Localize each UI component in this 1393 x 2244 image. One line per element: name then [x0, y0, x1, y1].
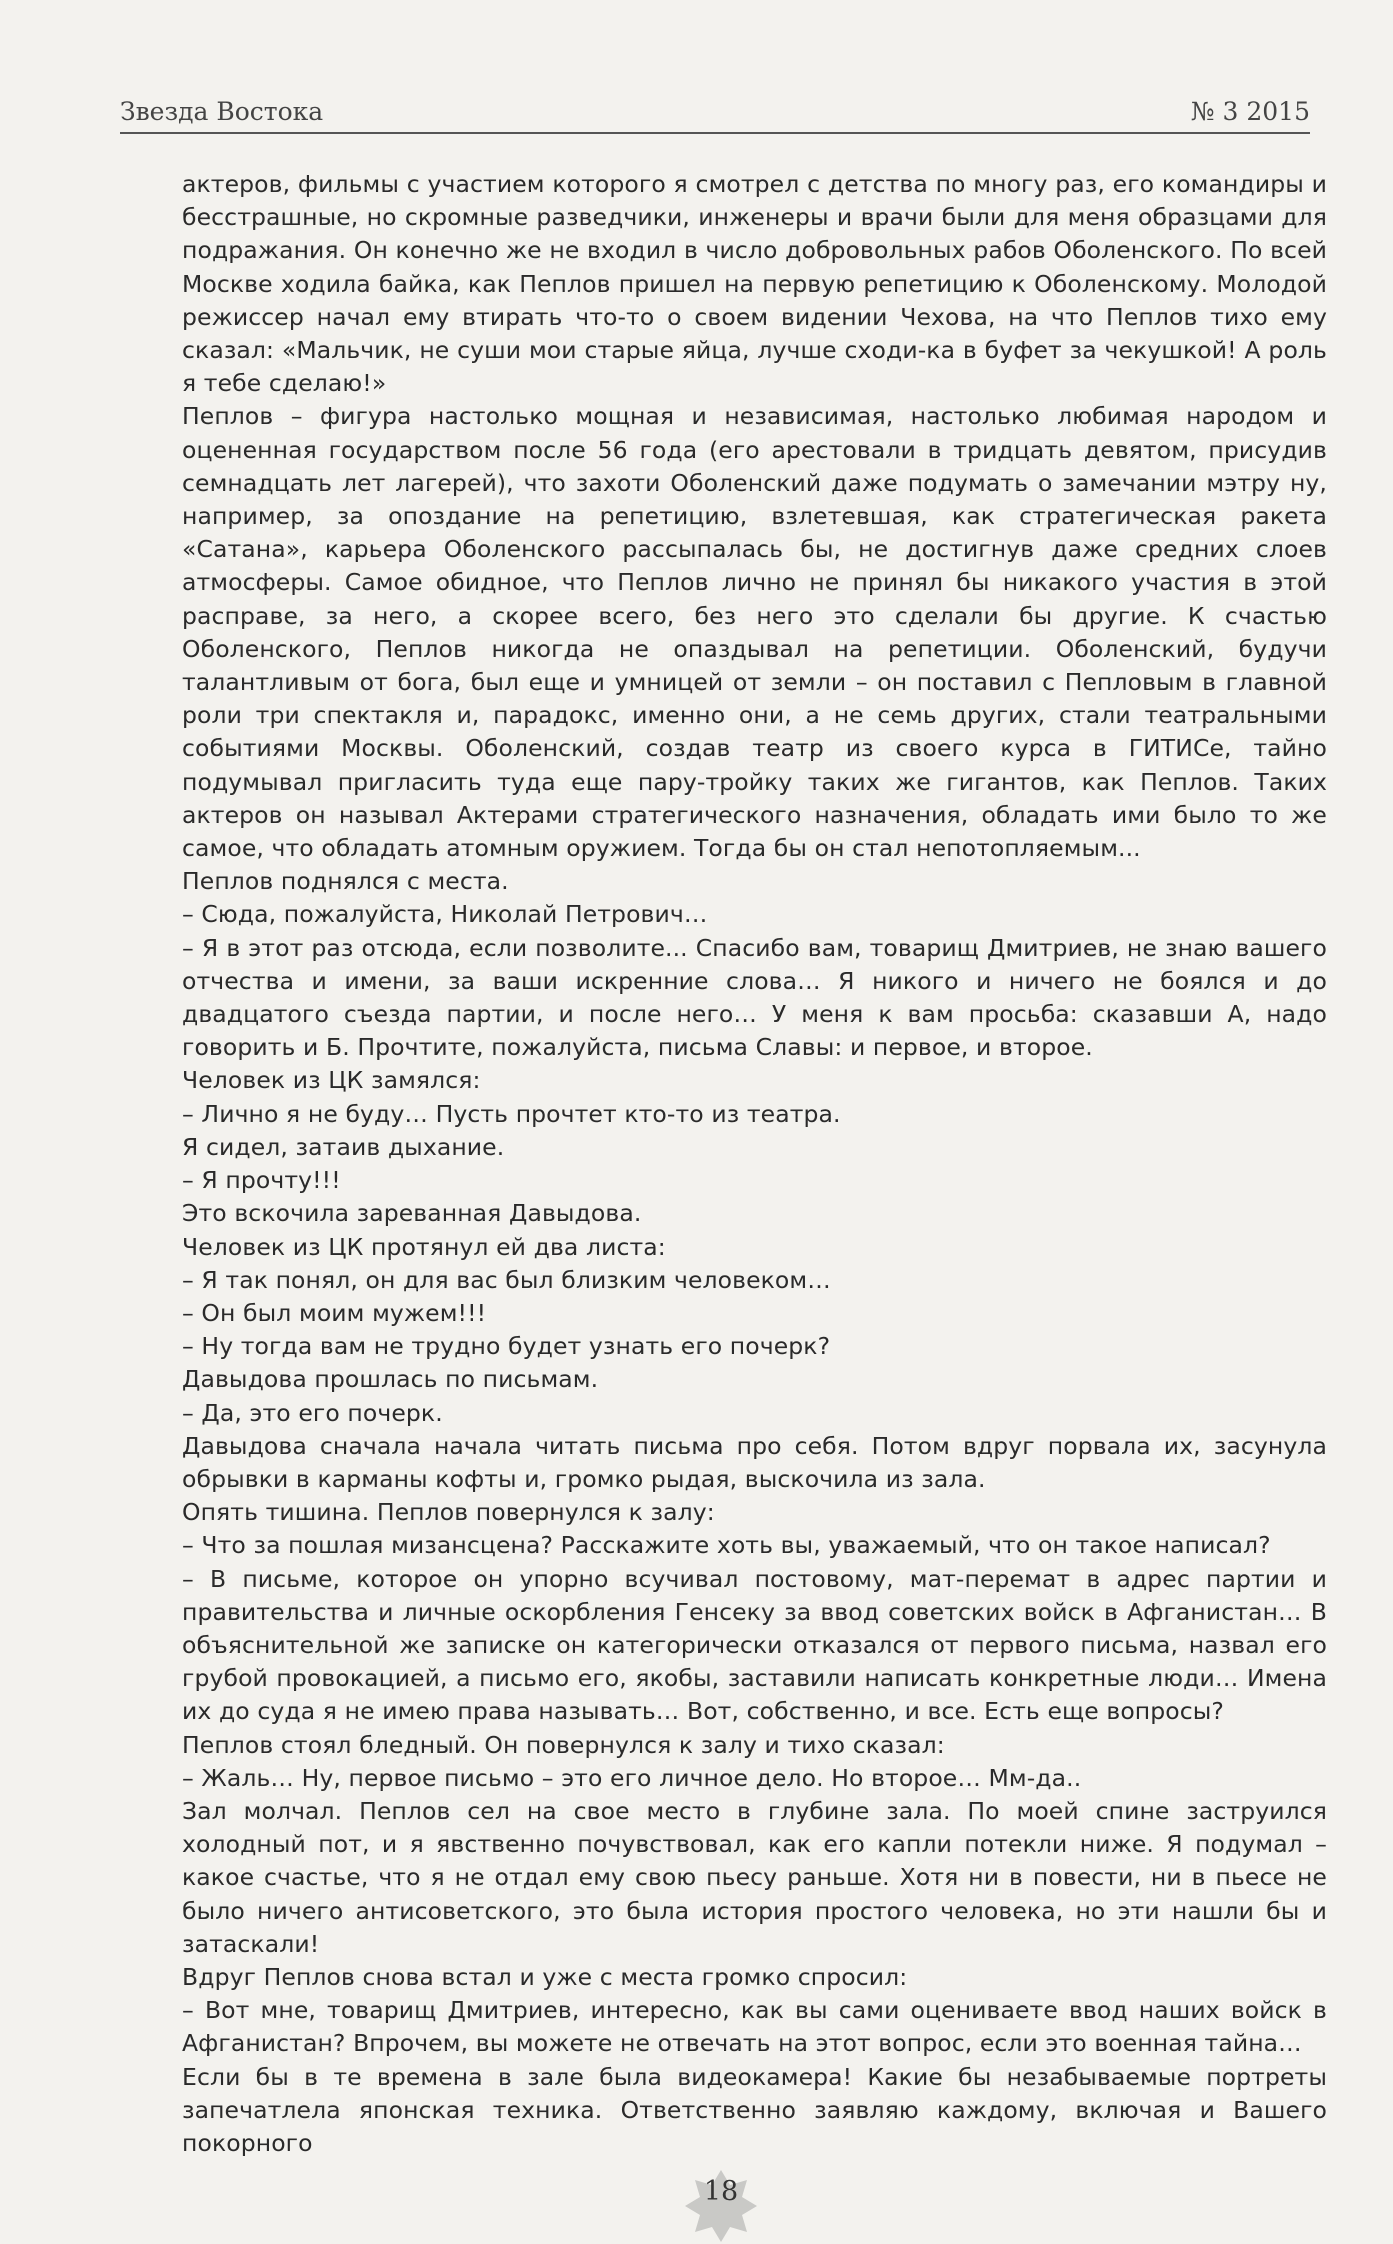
paragraph: Если бы в те времена в зале была видеокамера! Какие бы незабываемые портреты запечатлела японская техника. Ответственно заявляю каждому, включая и Вашего покорного [182, 2062, 1327, 2157]
paragraph: Опять тишина. Пеплов повернулся к залу: [182, 1498, 715, 1527]
paragraph: – Лично я не буду… Пусть прочтет кто-то из театра. [182, 1099, 841, 1128]
issue-number: № 3 2015 [1190, 97, 1310, 126]
paragraph: – Я так понял, он для вас был близким человеком… [182, 1265, 831, 1294]
paragraph: – Ну тогда вам не трудно будет узнать его почерк? [182, 1332, 831, 1361]
paragraph: Давыдова прошлась по письмам. [182, 1365, 599, 1394]
paragraph: – Что за пошлая мизансцена? Расскажите хоть вы, уважаемый, что он такое написал? [182, 1531, 1271, 1560]
paragraph: Я сидел, затаив дыхание. [182, 1132, 505, 1161]
paragraph: – Я в этот раз отсюда, если позволите... Спасибо вам, товарищ Дмитриев, не знаю вашего отчества и имени, за ваши искренние слова… Я никого и ничего не боялся и до двадцатого съезда партии, и после него… У меня к вам просьба: сказавши А, надо говорить и Б. Прочтите, пожалуйста, письма Славы: и первое, и второе. [182, 933, 1327, 1062]
running-header [120, 92, 1310, 134]
paragraph: Человек из ЦК замялся: [182, 1066, 481, 1095]
paragraph: Вдруг Пеплов снова встал и уже с места громко спросил: [182, 1962, 908, 1991]
paragraph: – Я прочту!!! [182, 1166, 341, 1195]
paragraph: Пеплов стоял бледный. Он повернулся к залу и тихо сказал: [182, 1730, 945, 1759]
body-text [182, 168, 1327, 2160]
page-number: 18 [703, 2176, 739, 2207]
paragraph: – В письме, которое он упорно всучивал постовому, мат-перемат в адрес партии и правительства и личные оскорбления Генсеку за ввод советских войск в Афганистан… В объяснительной же записке он категорически отказался от первого письма, назвал его грубой провокацией, а письмо его, якобы, заставили написать конкретные люди… Имена их до суда я не имею права называть… Вот, собственно, и все. Есть еще вопросы? [182, 1564, 1327, 1726]
paragraph: – Жаль… Ну, первое письмо – это его личное дело. Но второе… Мм-да.. [182, 1763, 1082, 1792]
paragraph: – Он был моим мужем!!! [182, 1298, 487, 1327]
paragraph: Это вскочила зареванная Давыдова. [182, 1199, 642, 1228]
paragraph: Пеплов поднялся с места. [182, 867, 509, 896]
paragraph: Зал молчал. Пеплов сел на свое место в глубине зала. По моей спине заструился холодный пот, и я явственно почувствовал, как его капли потекли ниже. Я подумал – какое счастье, что я не отдал ему свою пьесу раньше. Хотя ни в повести, ни в пьесе не было ничего антисоветского, это была история простого человека, но эти нашли бы и затаскали! [182, 1796, 1327, 1958]
paragraph: актеров, фильмы с участием которого я смотрел с детства по многу раз, его командиры и бесстрашные, но скромные разведчики, инженеры и врачи были для меня образцами для подражания. Он конечно же не входил в число добровольных рабов Оболенского. По всей Москве ходила байка, как Пеплов пришел на первую репетицию к Оболенскому. Молодой режиссер начал ему втирать что-то о своем видении Чехова, на что Пеплов тихо ему сказал: «Мальчик, не суши мои старые яйца, лучше сходи-ка в буфет за чекушкой! А роль я тебе сделаю!» [182, 170, 1327, 398]
page-number-badge [683, 2168, 759, 2218]
paragraph: Человек из ЦК протянул ей два листа: [182, 1232, 666, 1261]
paragraph: Давыдова сначала начала читать письма про себя. Потом вдруг порвала их, засунула обрывки в карманы кофты и, громко рыдая, выскочила из зала. [182, 1431, 1327, 1493]
magazine-title: Звезда Востока [120, 97, 324, 126]
paragraph: – Сюда, пожалуйста, Николай Петрович… [182, 900, 708, 929]
paragraph: – Да, это его почерк. [182, 1398, 443, 1427]
paragraph: – Вот мне, товарищ Дмитриев, интересно, как вы сами оцениваете ввод наших войск в Афганистан? Впрочем, вы можете не отвечать на этот вопрос, если это военная тайна… [182, 1996, 1327, 2058]
paragraph: Пеплов – фигура настолько мощная и независимая, настолько любимая народом и оцененная государством после 56 года (его арестовали в тридцать девятом, присудив семнадцать лет лагерей), что захоти Оболенский даже подумать о замечании мэтру ну, например, за опоздание на репетицию, взлетевшая, как стратегическая ракета «Сатана», карьера Оболенского рассыпалась бы, не достигнув даже средних слоев атмосферы. Самое обидное, что Пеплов лично не принял бы никакого участия в этой расправе, за него, а скорее всего, без него это сделали бы другие. К счастью Оболенского, Пеплов никогда не опаздывал на репетиции. Оболенский, будучи талантливым от бога, был еще и умницей от земли – он поставил с Пепловым в главной роли три спектакля и, парадокс, именно они, а не семь других, стали театральными событиями Москвы. Оболенский, создав театр из своего курса в ГИТИСе, тайно подумывал пригласить туда еще пару-тройку таких же гигантов, как Пеплов. Таких актеров он называл Актерами стратегического назначения, обладать ими было то же самое, что обладать атомным оружием. Тогда бы он стал непотопляемым... [182, 402, 1327, 863]
